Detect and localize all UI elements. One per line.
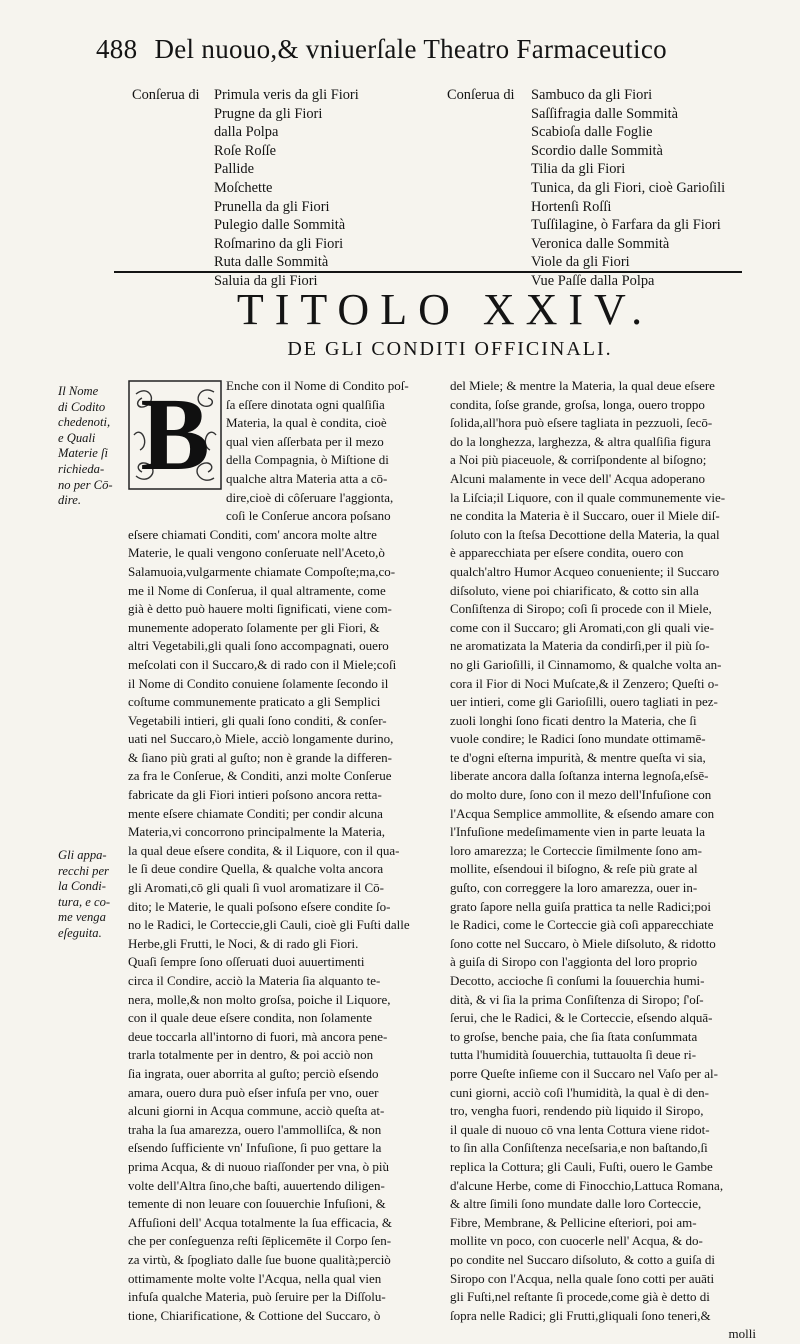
text-line: ſa eſſere dinotata ogni qualſiſia <box>226 396 385 412</box>
margin-note-apparatus <box>58 848 122 942</box>
text-line: munemente adoperato ſolamente per gli Fiori, & <box>128 619 380 635</box>
text-line: coſtume communemente praticato a gli Semplici <box>128 694 381 710</box>
list-row <box>132 216 432 235</box>
text-line: della Compagnia, ò Miſtione di <box>226 452 389 468</box>
text-line: Alcuni malamente in vece dell' Acqua adoperano <box>450 470 706 486</box>
text-line: Materia,vi concorrono principalmente la Materia, <box>128 824 386 840</box>
list-label: Conſerua di <box>132 87 200 103</box>
text-line: grato ſapore nella guiſa prattica ta nelle Radici;poi <box>450 898 711 914</box>
list-row <box>132 142 432 161</box>
text-line: no le Radici, le Corteccie,gli Cauli, cioè gli Fuſti dalle <box>128 917 410 933</box>
text-line: liberate ancora dalla ſoſtanza interna legnoſa,eſsē- <box>450 768 709 784</box>
list-item: Prugne da gli Fiori <box>214 105 323 122</box>
text-line: do la longhezza, larghezza, & altra qualſiſia figura <box>450 433 711 449</box>
text-line: eſsendo ſufficiente vn' Infuſione, ſi puo gettare la <box>128 1140 382 1156</box>
list-item: Saluia da gli Fiori <box>214 272 318 289</box>
list-item: Scordio dalle Sommità <box>531 142 663 159</box>
text-line: no gli Garioſilli, il Cinnamomo, & qualche volta an- <box>450 656 722 672</box>
list-row <box>447 216 757 235</box>
list-row <box>447 160 757 179</box>
text-line: ne aromatizata la Materia da condirſi,per il più ſo- <box>450 638 710 654</box>
list-item: Moſchette <box>214 179 273 196</box>
text-line: à guiſa di Siropo con l'aggionta del loro proprio <box>450 954 698 970</box>
text-line: del Miele; & mentre la Materia, la qual deue eſsere <box>450 378 715 393</box>
list-row <box>132 86 432 105</box>
text-line: & ſiano più grati al guſto; non è grande la differen- <box>128 749 393 765</box>
text-column-right <box>450 377 756 1344</box>
text-line: uer intieri, come gli Garioſilli, ouero tagliati in pez- <box>450 694 718 710</box>
list-row <box>447 142 757 161</box>
text-line: trarla totalmente per in dentro, & poi acciò non <box>128 1047 374 1063</box>
header-title: Del nuouo,& vniuerſale Theatro Farmaceutico <box>154 34 667 64</box>
text-line: Herbe,gli Frutti, le Noci, & di rado gli Fiori. <box>128 935 359 951</box>
text-line: mollite vn poco, con cuocerle nell' Acqua, & do- <box>450 1233 703 1249</box>
text-line: do molto dure, ſono con il mezo dell'Infuſione con <box>450 787 712 803</box>
text-line: qual vien aſſerbata per il mezo <box>226 433 384 449</box>
list-item: Scabioſa dalle Foglie <box>531 124 653 141</box>
text-line: meſcolati con il Succaro,& di rado con il Miele;coſi <box>128 656 397 672</box>
text-line: uati nel Succaro,ò Miele, acciò longamente durino, <box>128 731 394 747</box>
margin-note-line: chedenoti, <box>58 415 111 430</box>
text-line: coſi le Conſerue ancora poſsano <box>226 508 391 524</box>
text-line: come con il Succaro; gli Aromati,con gli quali vie- <box>450 619 714 635</box>
list-item: Veronica dalle Sommità <box>531 235 670 252</box>
list-row <box>447 179 757 198</box>
conserve-list-left <box>132 86 432 291</box>
text-line: amara, ouero dura può eſser infuſa per vno, ouer <box>128 1084 379 1100</box>
text-line: condita, ſoſse grande, groſsa, longa, ouero troppo <box>450 396 705 412</box>
text-line: molli <box>728 1326 756 1342</box>
list-row <box>132 253 432 272</box>
text-line: Fibre, Membrane, & Pellicine eſteriori, poi am- <box>450 1214 697 1230</box>
text-line: ne condita la Materia è il Succaro, ouer il Miele diſ- <box>450 508 720 524</box>
text-line: cora il Fior di Noci Muſcate,& il Zenzero; Queſti o- <box>450 675 719 691</box>
list-row <box>132 123 432 142</box>
text-line: nera, molle,& non molto groſsa, poiche il Liquore, <box>128 991 391 1007</box>
list-row <box>447 86 757 105</box>
list-row <box>132 179 432 198</box>
text-line: traha la ſua amarezza, ouero l'ammolliſca, & non <box>128 1121 382 1137</box>
list-row <box>132 160 432 179</box>
margin-note-line: eſeguita. <box>58 925 102 940</box>
text-line: ſono cotte nel Succaro, ò Miele diſsoluto, & ridotto <box>450 935 716 951</box>
text-line: Enche con il Nome di Condito poſ- <box>226 378 409 393</box>
text-line: & altre ſimili ſono mundate dalle loro Corteccie, <box>450 1196 702 1212</box>
list-row <box>447 198 757 217</box>
text-line: la qual deue eſsere condita, & il Liquore, con il qua- <box>128 842 400 858</box>
margin-note-line: me venga <box>58 910 106 925</box>
list-item: Tilia da gli Fiori <box>531 161 626 178</box>
text-line: qualch'altro Humor Acqueo conueniente; il Succaro <box>450 563 720 579</box>
list-row <box>132 235 432 254</box>
text-line: Salamuoia,vulgarmente chiamate Compoſte;ma,co- <box>128 563 396 579</box>
margin-note-name <box>58 384 122 509</box>
text-line: me il Nome di Conſerua, il qual altramente, come <box>128 582 386 598</box>
text-line: za fra le Conſerue, & Conditi, anzi molte Conſerue <box>128 768 392 784</box>
text-line: infuſa qualche Materia, può ſeruire per la Diſſolu- <box>128 1289 386 1305</box>
text-column-left <box>128 377 434 1325</box>
text-line: loro amarezza; le Corteccie ſimilmente ſono am- <box>450 842 702 858</box>
text-line: già è detto può hauere molti ſignificati, viene com- <box>128 601 392 617</box>
margin-note-line: e Quali <box>58 430 96 445</box>
text-line: ſolida,all'hora può eſsere tagliata in pezzuoli, ſecō- <box>450 415 713 431</box>
text-line: deue toccarla all'intorno di fuori, mà ancora pene- <box>128 1028 388 1044</box>
text-line: la Liſcia;il Liquore, con il quale communemente vie- <box>450 489 726 505</box>
text-line: za virtù, & ſpogliato dalle ſue buone qualità;perciò <box>128 1251 391 1267</box>
text-line: po condite nel Succaro diſsoluto, & cotto a guiſa di <box>450 1251 716 1267</box>
margin-note-line: no per Cō- <box>58 477 113 492</box>
list-item: Tuſſilagine, ò Farfara da gli Fiori <box>531 217 721 234</box>
text-line: ſoluto con la ſteſsa Decottione della Materia, la qual <box>450 526 720 542</box>
list-label: Conſerua di <box>447 87 515 103</box>
text-line: è apparecchiata per eſsere condita, ouero con <box>450 545 684 561</box>
text-line: il Nome di Condito conuiene ſolamente ſecondo il <box>128 675 389 691</box>
text-line: Siropo con l'Acqua, nella quale ſono cotti per auāti <box>450 1270 715 1286</box>
list-row <box>132 105 432 124</box>
text-line: d'alcune Herbe, come di Finocchio,Lattuca Romana, <box>450 1177 724 1193</box>
text-line: eſsere chiamati Conditi, com' ancora molte altre <box>128 526 377 542</box>
list-item: dalla Polpa <box>214 124 279 141</box>
running-header <box>96 34 756 65</box>
text-line: ſerui, che le Radici, & le Corteccie, eſsendo alquā- <box>450 1010 713 1026</box>
list-row <box>447 123 757 142</box>
text-line: Materia, la qual è condita, cioè <box>226 415 387 431</box>
text-line: tutta l'humidità ſouuerchia, tuttauolta ſi deue ri- <box>450 1047 697 1063</box>
drop-cap-letter: B <box>140 377 210 492</box>
text-line: fabricate da gli Fiori intieri poſsono ancora retta- <box>128 787 382 803</box>
text-line: con il quale deue eſsere condita, non ſolamente <box>128 1010 373 1026</box>
text-line: Quaſi ſempre ſono oſſeruati duoi auuertimenti <box>128 954 365 970</box>
list-item: Viole da gli Fiori <box>531 254 630 271</box>
text-line: prima Acqua, & di nuouo riaſſonder per vna, ò più <box>128 1158 390 1174</box>
list-row <box>447 105 757 124</box>
section-title: TITOLO XXIV. <box>236 285 654 334</box>
text-line: tione, Chiarificatione, & Cottione del Succaro, ò <box>128 1307 381 1323</box>
text-line: il quale di nuouo cō vna lenta Cottura viene ridot- <box>450 1121 710 1137</box>
text-line: circa il Condire, acciò la Materia ſia alquanto te- <box>128 973 381 988</box>
margin-note-line: recchi per <box>58 863 109 878</box>
text-line: Affuſioni dell' Acqua totalmente la ſua efficacia, & <box>128 1214 392 1230</box>
text-line: vuole condire; le Radici ſono mundate ottimamē- <box>450 731 706 747</box>
text-line: ſia ingrata, ouer aborrita al guſto; perciò eſsendo <box>128 1065 379 1081</box>
margin-note-line: richieda- <box>58 461 105 476</box>
margin-note-line: dire. <box>58 493 81 508</box>
list-item: Pulegio dalle Sommità <box>214 217 346 234</box>
text-line: temente di non leuare con ſouuerchie Infuſioni, & <box>128 1196 386 1212</box>
text-line: ottimamente molte volte l'Acqua, nella qual vien <box>128 1270 382 1286</box>
margin-note-line: la Condi- <box>58 879 106 894</box>
list-item: Roſmarino da gli Fiori <box>214 235 344 252</box>
margin-note-line: Gli appa- <box>58 848 107 862</box>
list-item: Saſſifragia dalle Sommità <box>531 105 679 122</box>
list-item: Pallide <box>214 161 254 178</box>
text-line: gli Aromati,cō gli quali ſi vuol aromatizare il Cō- <box>128 880 384 896</box>
text-line: le Radici, come le Corteccie già coſi apparecchiate <box>450 917 714 933</box>
text-line: zuoli longhi ſono ficati dentro la Materia, che ſi <box>450 712 697 728</box>
list-item: Vue Paſſe dalla Polpa <box>531 272 655 289</box>
text-line: te d'ogni eſterna impurità, & mentre queſta vi sia, <box>450 749 706 765</box>
text-line: mollite, eſsendoui il biſogno, & reſe più grate al <box>450 861 698 877</box>
text-line: le ſi deue condire Quella, & qualche volta ancora <box>128 861 384 877</box>
list-item: Sambuco da gli Fiori <box>531 87 653 103</box>
text-line: dire,cioè di côſeruare l'aggionta, <box>226 489 394 505</box>
text-line: replica la Cottura; gli Cauli, Fuſti, ouero le Gambe <box>450 1158 713 1174</box>
text-line: diſsoluto, viene poi chiarificato, & cotto sin alla <box>450 582 699 598</box>
text-line: gli Fuſti,nel reſtante ſi procede,come già è detto di <box>450 1289 710 1305</box>
list-item: Primula veris da gli Fiori <box>214 87 359 103</box>
text-line: Vegetabili intieri, gli quali ſono conditi, & conſer- <box>128 712 387 728</box>
text-line: ſopra nelle Radici; gli Frutti,gliquali ſono teneri,& <box>450 1307 711 1323</box>
text-line: tro, vengha fuori, rendendo più liquido il Siropo, <box>450 1103 704 1119</box>
text-line: mente eſsere chiamate Conditi; per condir alcuna <box>128 805 383 821</box>
text-line: volte dell'Altra ſino,che baſti, auuertendo diligen- <box>128 1177 385 1193</box>
text-line: l'Infuſione medeſimamente vien in parte leuata la <box>450 824 706 840</box>
text-line: Conſiſtenza di Siropo; coſi ſi procede con il Miele, <box>450 601 712 617</box>
text-line: cuni giorni, acciò coſi l'humidità, la qual è di den- <box>450 1084 710 1100</box>
list-item: Hortenſi Roſſi <box>531 198 612 215</box>
section-subtitle: DE GLI CONDITI OFFICINALI. <box>287 338 613 360</box>
text-line: Decotto, accioche ſi conſumi la ſouuerchia humi- <box>450 973 705 988</box>
page-number: 488 <box>96 34 138 64</box>
list-row <box>447 235 757 254</box>
text-line: che per conſeguenza reſti ſēplicemēte il Corpo ſen- <box>128 1233 392 1249</box>
margin-note-line: di Codito <box>58 399 106 414</box>
list-row <box>132 198 432 217</box>
text-line: altri Vegetabili,gli quali ſono accompagnati, ouero <box>128 638 389 654</box>
text-line: qualche altra Materia atta a cō- <box>226 470 388 486</box>
list-row <box>447 253 757 272</box>
list-item: Roſe Roſſe <box>214 142 276 159</box>
text-line: alcuni giorni in Acqua commune, acciò queſta at- <box>128 1103 385 1119</box>
margin-note-line: tura, e co- <box>58 894 111 909</box>
conserve-list-right <box>447 86 757 291</box>
list-item: Ruta dalle Sommità <box>214 254 329 271</box>
text-line: Materie, le quali vengono conſeruate nell'Aceto,ò <box>128 545 385 561</box>
section-rule <box>114 271 742 273</box>
text-line: to ſin alla Conſiſtenza neceſsaria,e non baſtando,ſi <box>450 1140 708 1156</box>
margin-note-line: Il Nome <box>58 384 99 398</box>
text-line: l'Acqua Semplice ammollite, & eſsendo amare con <box>450 805 715 821</box>
text-line: guſto, con correggere la loro amarezza, ouer in- <box>450 880 698 896</box>
text-line: dità, & vi ſia la prima Conſiſtenza di Siropo; ſ'oſ- <box>450 991 704 1007</box>
text-line: to groſse, benche paia, che ſia ſtata conſummata <box>450 1028 698 1044</box>
list-item: Prunella da gli Fiori <box>214 198 330 215</box>
text-line: porre Queſte inſieme con il Succaro nel Vaſo per al- <box>450 1065 718 1081</box>
text-line: a Noi più piaceuole, & corriſpondente al biſogno; <box>450 452 707 468</box>
text-line: dito; le Materie, le quali poſsono eſsere condite ſo- <box>128 898 391 914</box>
list-item: Tunica, da gli Fiori, cioè Garioſili <box>531 179 726 196</box>
margin-note-line: Materie ſi <box>58 446 109 461</box>
